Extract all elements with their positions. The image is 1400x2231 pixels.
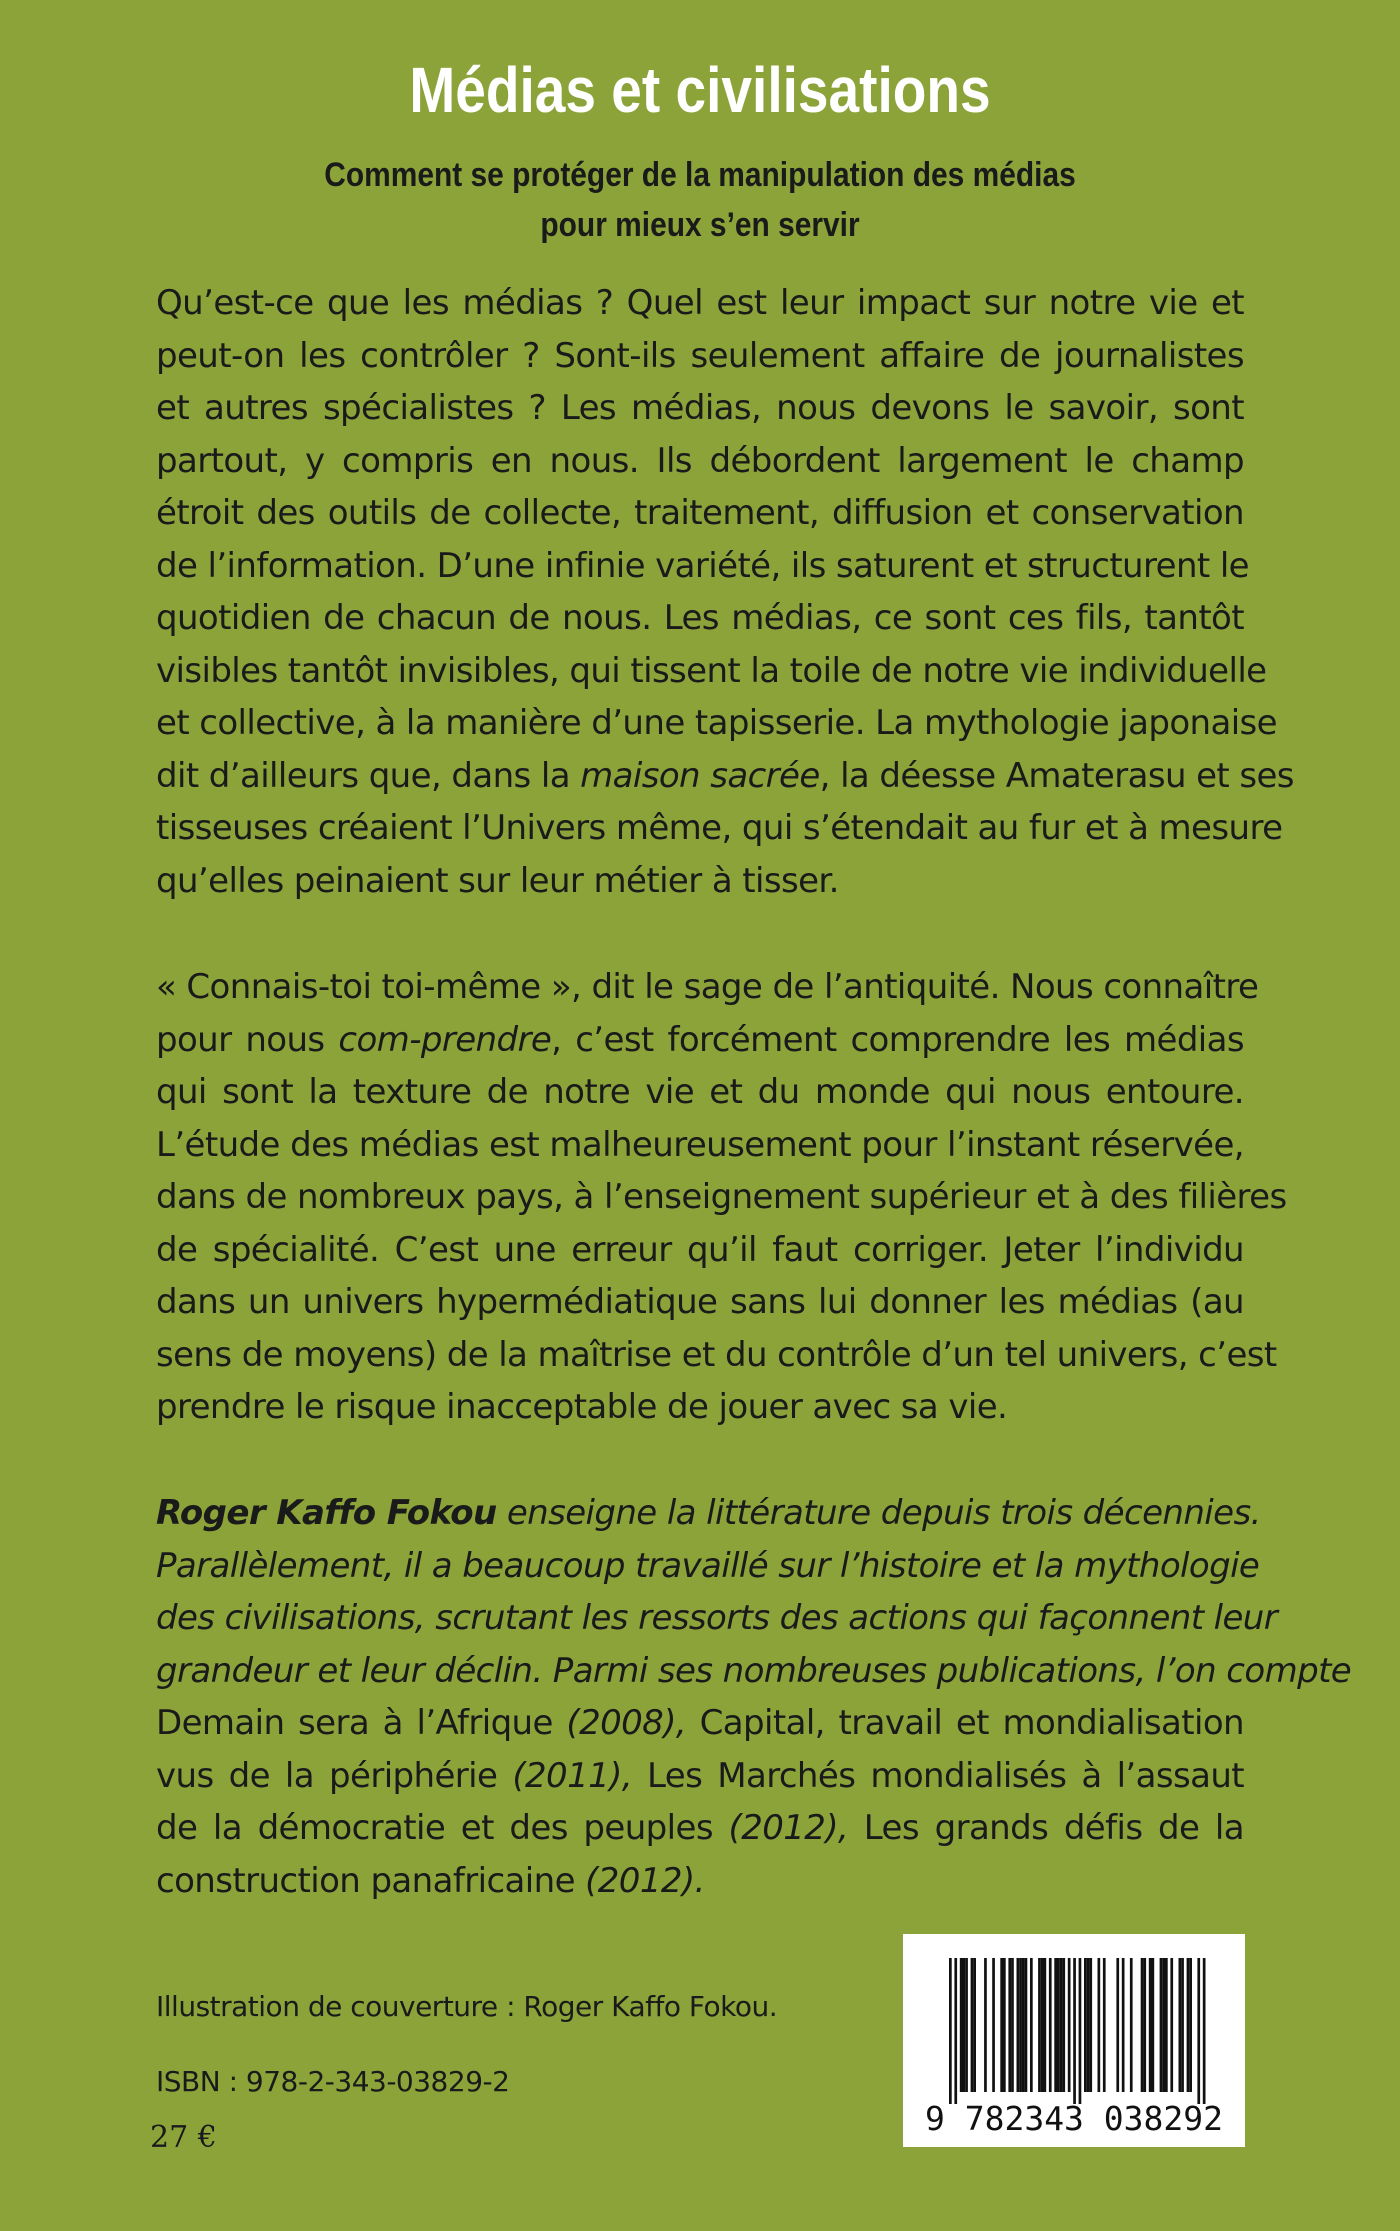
book-title: Médias et civilisations <box>409 54 991 126</box>
illustration-credit: Illustration de couverture : Roger Kaffo Fokou. <box>156 1990 778 2023</box>
text-line: Qu’est-ce que les médias ? Quel est leur impact sur notre vie et <box>156 283 1244 323</box>
text-line: « Connais-toi toi-même », dit le sage de l’antiquité. Nous connaître <box>156 967 1259 1007</box>
text-line: et autres spécialistes ? Les médias, nous devons le savoir, sont <box>156 388 1244 428</box>
barcode-bar <box>1152 1958 1155 2092</box>
text-line <box>156 1697 1244 1750</box>
author-bio <box>156 1487 1352 1907</box>
barcode-bar <box>1197 1958 1200 2104</box>
barcode-bar <box>1143 1958 1146 2092</box>
barcode-bar <box>1019 1958 1022 2092</box>
barcode-bar <box>984 1958 987 2092</box>
text-line: peut-on les contrôler ? Sont-ils seulement affaire de journalistes <box>156 335 1244 376</box>
text-line <box>156 750 1294 803</box>
barcode-bar <box>1030 1958 1033 2092</box>
subtitle-line-2: pour mieux s’en servir <box>540 206 860 244</box>
author-name: Roger Kaffo Fokou <box>156 1493 497 1533</box>
year: (2012), <box>712 1808 849 1848</box>
barcode-bar <box>1181 1958 1184 2092</box>
italic-phrase: maison sacrée <box>580 755 820 796</box>
barcode-bar <box>1025 1958 1028 2092</box>
text-line: visibles tantôt invisibles, qui tissent la toile de notre vie individuelle <box>156 650 1267 691</box>
text-line <box>156 1014 1244 1067</box>
book-title-ref: Capital, travail et mondialisation <box>686 1703 1244 1743</box>
year: (2011), <box>497 1755 633 1796</box>
text-line <box>156 1487 1261 1540</box>
barcode-bar <box>1141 1958 1144 2092</box>
barcode-bar <box>1060 1958 1063 2092</box>
text-line: Parallèlement, il a beaucoup travaillé sur l’histoire et la mythologie <box>156 1545 1260 1586</box>
barcode-bar <box>1187 1958 1190 2092</box>
barcode-bar <box>963 1958 966 2092</box>
barcode-bar <box>1116 1958 1119 2092</box>
barcode-bar <box>954 1958 957 2104</box>
text-line: dans de nombreux pays, à l’enseignement supérieur et à des filières <box>156 1177 1287 1217</box>
barcode-bar <box>1054 1958 1057 2092</box>
barcode-bar <box>960 1958 963 2092</box>
text-run: pour nous <box>156 1019 339 1060</box>
isbn: ISBN : 978-2-343-03829-2 <box>156 2065 510 2098</box>
barcode-bar <box>1122 1958 1125 2092</box>
barcode-bar <box>1203 1958 1206 2104</box>
barcode-bar <box>1160 1958 1163 2092</box>
barcode-bar <box>1008 1958 1011 2092</box>
barcode-bar <box>1179 1958 1182 2092</box>
barcode-bar <box>1038 1958 1041 2092</box>
barcode-bar <box>1003 1958 1006 2092</box>
text-line: L’étude des médias est malheureusement pour l’instant réservée, <box>156 1124 1244 1165</box>
barcode-bar <box>1011 1958 1014 2092</box>
barcode-bar <box>1049 1958 1052 2092</box>
text-line: étroit des outils de collecte, traitement, diffusion et conservation <box>156 493 1244 533</box>
text-line: de l’information. D’une infinie variété, ils saturent et structurent le <box>156 545 1249 586</box>
text-line <box>156 1750 1244 1803</box>
text-line: prendre le risque inacceptable de jouer avec sa vie. <box>156 1387 1008 1427</box>
barcode-bar <box>1062 1958 1065 2092</box>
text-line <box>156 1855 1244 1908</box>
year: (2012). <box>574 1860 705 1901</box>
barcode-bar <box>1084 1958 1087 2092</box>
book-title-ref: Demain sera à l’Afrique <box>156 1703 553 1743</box>
barcode-bar <box>1162 1958 1165 2092</box>
text-line: qu’elles peinaient sur leur métier à tisser. <box>156 860 839 901</box>
barcode-bar <box>1068 1958 1071 2092</box>
barcode-bar <box>1041 1958 1044 2092</box>
book-title-ref: Les Marchés mondialisés à l’assaut <box>632 1755 1245 1796</box>
barcode-bar <box>973 1958 976 2092</box>
barcode-bar <box>1170 1958 1173 2092</box>
text-line: de spécialité. C’est une erreur qu’il faut corriger. Jeter l’individu <box>156 1229 1244 1270</box>
subtitle-line-1: Comment se protéger de la manipulation des médias <box>324 156 1076 194</box>
barcode-digits: 9 782343 038292 <box>924 2099 1224 2138</box>
book-title-ref: vus de la périphérie <box>156 1755 498 1796</box>
barcode-bar <box>1189 1958 1192 2092</box>
text-line: tisseuses créaient l’Univers même, qui s’étendait au fur et à mesure <box>156 808 1283 848</box>
barcode-bar <box>949 1958 952 2104</box>
year: (2008), <box>552 1703 687 1743</box>
barcode-bar <box>1017 1958 1020 2092</box>
barcode-bar <box>971 1958 974 2092</box>
barcode <box>903 1934 1245 2147</box>
barcode-bar <box>1057 1958 1060 2092</box>
barcode-bar <box>1089 1958 1092 2092</box>
blurb-paragraph-2 <box>156 961 1287 1434</box>
blurb-paragraph-1 <box>156 277 1294 907</box>
text-line: qui sont la texture de notre vie et du monde qui nous entoure. <box>156 1072 1244 1112</box>
text-run: , c’est forcément comprendre les médias <box>551 1019 1245 1060</box>
text-line: des civilisations, scrutant les ressorts des actions qui façonnent leur <box>156 1598 1278 1638</box>
text-line: grandeur et leur déclin. Parmi ses nombreuses publications, l’on compte <box>156 1650 1352 1691</box>
text-run: enseigne la littérature depuis trois décennies. <box>496 1493 1261 1533</box>
barcode-bar <box>1087 1958 1090 2092</box>
text-run: , la déesse Amaterasu et ses <box>819 755 1294 796</box>
text-line: partout, y compris en nous. Ils débordent largement le champ <box>156 440 1244 481</box>
barcode-bar <box>992 1958 995 2092</box>
price: 27 € <box>150 2120 217 2155</box>
text-line: sens de moyens) de la maîtrise et du contrôle d’un tel univers, c’est <box>156 1334 1277 1375</box>
text-line <box>156 1802 1244 1855</box>
barcode-bar <box>1044 1958 1047 2092</box>
barcode-bar <box>1022 1958 1025 2092</box>
barcode-bar <box>1098 1958 1101 2092</box>
book-subtitle <box>84 150 1316 250</box>
barcode-bar <box>1130 1958 1133 2092</box>
book-title-ref: de la démocratie et des peuples <box>156 1808 713 1848</box>
text-line: quotidien de chacun de nous. Les médias, ce sont ces fils, tantôt <box>156 598 1244 638</box>
barcode-bar <box>965 1958 968 2092</box>
italic-phrase: com-prendre <box>338 1019 552 1060</box>
barcode-bar <box>1149 1958 1152 2092</box>
barcode-bar <box>1000 1958 1003 2092</box>
barcode-bar <box>1103 1958 1106 2092</box>
text-line: dans un univers hypermédiatique sans lui donner les médias (au <box>156 1282 1244 1322</box>
barcode-graphic <box>903 1934 1245 2147</box>
barcode-bar <box>1165 1958 1168 2092</box>
text-run: dit d’ailleurs que, dans la <box>156 755 581 796</box>
barcode-bar <box>1079 1958 1082 2104</box>
barcode-bar <box>1073 1958 1076 2104</box>
text-line: et collective, à la manière d’une tapisserie. La mythologie japonaise <box>156 703 1277 743</box>
barcode-bars <box>949 1958 1206 2104</box>
book-title-ref: construction panafricaine <box>156 1860 575 1901</box>
book-title-ref: Les grands défis de la <box>848 1808 1245 1848</box>
